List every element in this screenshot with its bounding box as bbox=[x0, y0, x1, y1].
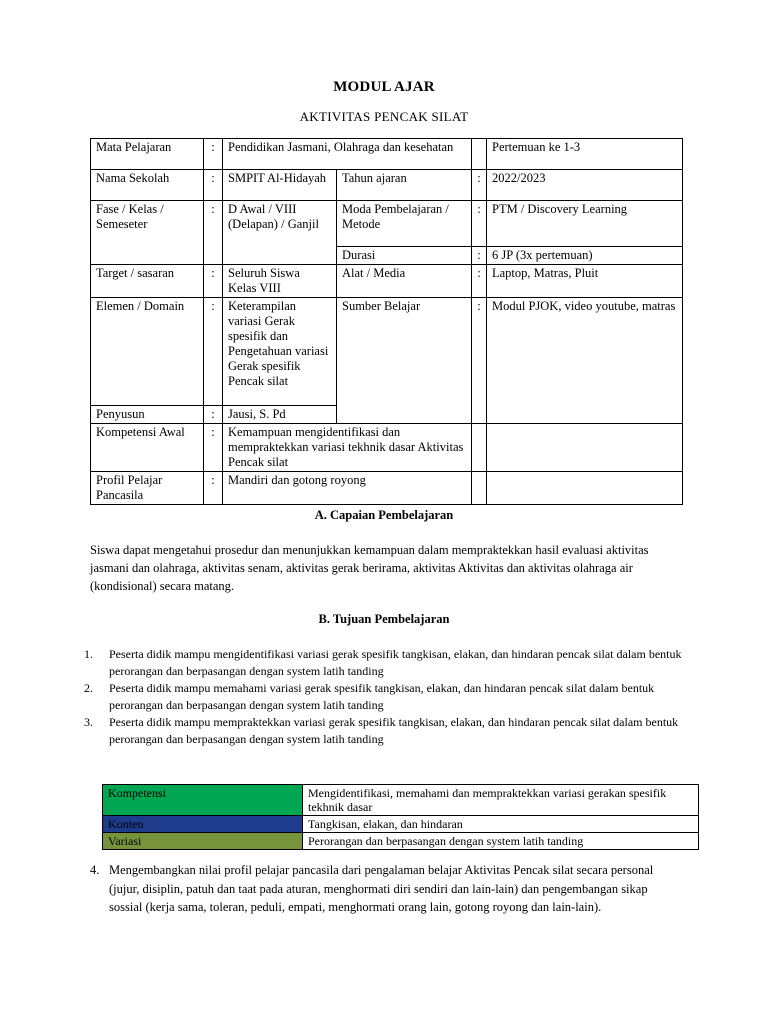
table-row bbox=[91, 139, 683, 170]
alat-label: Alat / Media bbox=[337, 265, 472, 298]
table-row bbox=[91, 298, 683, 406]
goal-number: 2. bbox=[84, 681, 93, 695]
kompetensi-label: Kompetensi bbox=[103, 785, 303, 816]
nama-sekolah-value: SMPIT Al-Hidayah bbox=[223, 170, 337, 201]
alat-value: Laptop, Matras, Pluit bbox=[487, 265, 683, 298]
colon: : bbox=[204, 424, 223, 472]
table-row bbox=[103, 785, 699, 816]
colon: : bbox=[204, 406, 223, 424]
section-a-text: Siswa dapat mengetahui prosedur dan menunjukkan kemampuan dalam mempraktekkan hasil evaluasi aktivitas jasmani dan olahraga, aktivitas senam, aktivitas gerak berirama, aktivitas Aktivitas dan aktivitas olahraga air (kondisional) secara matang. bbox=[90, 543, 649, 593]
colon: : bbox=[472, 298, 487, 424]
sumber-value: Modul PJOK, video youtube, matras bbox=[487, 298, 683, 424]
colon: : bbox=[472, 170, 487, 201]
colon: : bbox=[472, 201, 487, 247]
tahun-ajaran-value: 2022/2023 bbox=[487, 170, 683, 201]
table-row bbox=[103, 833, 699, 850]
target-label: Target / sasaran bbox=[91, 265, 204, 298]
colon: : bbox=[472, 265, 487, 298]
goals-list bbox=[84, 646, 704, 748]
table-row bbox=[91, 201, 683, 247]
table-row bbox=[91, 265, 683, 298]
mata-pelajaran-value: Pendidikan Jasmani, Olahraga dan kesehatan bbox=[223, 139, 472, 170]
elemen-value: Keterampilan variasi Gerak spesifik dan Pengetahuan variasi Gerak spesifik Pencak silat bbox=[223, 298, 337, 406]
fase-value: D Awal / VIII (Delapan) / Ganjil bbox=[223, 201, 337, 265]
info-table bbox=[90, 138, 683, 505]
list-item bbox=[84, 714, 704, 748]
point-4-text: Mengembangkan nilai profil pelajar pancasila dari pengalaman belajar Aktivitas Pencak silat secara personal (jujur, disiplin, patuh dan taat pada aturan, menghormati diri sendiri dan lain-lain) dan pengembangan sikap sossial (kerja sama, toleran, peduli, empati, menghormati orang lain, gotong royong dan lain-lain). bbox=[109, 863, 654, 914]
penyusun-label: Penyusun bbox=[91, 406, 204, 424]
colon: : bbox=[204, 139, 223, 170]
colon: : bbox=[204, 265, 223, 298]
colon: : bbox=[204, 170, 223, 201]
variasi-label: Variasi bbox=[103, 833, 303, 850]
pertemuan-value: Pertemuan ke 1-3 bbox=[487, 139, 683, 170]
page-title: MODUL AJAR bbox=[333, 79, 435, 95]
moda-label: Moda Pembelajaran / Metode bbox=[337, 201, 472, 247]
goal-number: 3. bbox=[84, 715, 93, 729]
sumber-label: Sumber Belajar bbox=[337, 298, 472, 424]
list-item bbox=[84, 680, 704, 714]
colon: : bbox=[204, 298, 223, 406]
profil-pelajar-value: Mandiri dan gotong royong bbox=[223, 472, 472, 505]
kompetensi-table bbox=[102, 784, 699, 850]
variasi-value: Perorangan dan berpasangan dengan system latih tanding bbox=[303, 833, 699, 850]
section-b-heading: B. Tujuan Pembelajaran bbox=[318, 612, 450, 626]
nama-sekolah-label: Nama Sekolah bbox=[91, 170, 204, 201]
goal-text: Peserta didik mampu memahami variasi gerak spesifik tangkisan, elakan, dan hindaran pencak silat dalam bentuk perorangan dan berpasangan dengan system latih tanding bbox=[109, 681, 655, 712]
table-row bbox=[91, 170, 683, 201]
penyusun-value: Jausi, S. Pd bbox=[223, 406, 337, 424]
point-4 bbox=[90, 861, 680, 917]
mata-pelajaran-label: Mata Pelajaran bbox=[91, 139, 204, 170]
kompetensi-awal-value: Kemampuan mengidentifikasi dan mempraktekkan variasi tekhnik dasar Aktivitas Pencak silat bbox=[223, 424, 472, 472]
section-a-heading: A. Capaian Pembelajaran bbox=[314, 508, 454, 522]
konten-label: Konten bbox=[103, 816, 303, 833]
fase-label: Fase / Kelas / Semeseter bbox=[91, 201, 204, 265]
kompetensi-awal-label: Kompetensi Awal bbox=[91, 424, 204, 472]
target-value: Seluruh Siswa Kelas VIII bbox=[223, 265, 337, 298]
konten-value: Tangkisan, elakan, dan hindaran bbox=[303, 816, 699, 833]
page-subtitle: AKTIVITAS PENCAK SILAT bbox=[299, 109, 469, 124]
kompetensi-value: Mengidentifikasi, memahami dan mempraktekkan variasi gerakan spesifik tekhnik dasar bbox=[303, 785, 699, 816]
goal-text: Peserta didik mampu mengidentifikasi variasi gerak spesifik tangkisan, elakan, dan hindaran pencak silat dalam bentuk perorangan dan berpasangan dengan system latih tanding bbox=[109, 647, 682, 678]
goal-number: 1. bbox=[84, 647, 93, 661]
table-row bbox=[91, 424, 683, 472]
colon: : bbox=[204, 472, 223, 505]
moda-value: PTM / Discovery Learning bbox=[487, 201, 683, 247]
profil-pelajar-label: Profil Pelajar Pancasila bbox=[91, 472, 204, 505]
elemen-label: Elemen / Domain bbox=[91, 298, 204, 406]
point-4-number: 4. bbox=[90, 863, 100, 877]
durasi-label: Durasi bbox=[337, 247, 472, 265]
tahun-ajaran-label: Tahun ajaran bbox=[337, 170, 472, 201]
table-row bbox=[103, 816, 699, 833]
colon: : bbox=[204, 201, 223, 265]
list-item bbox=[84, 646, 704, 680]
durasi-value: 6 JP (3x pertemuan) bbox=[487, 247, 683, 265]
colon: : bbox=[472, 247, 487, 265]
table-row bbox=[91, 472, 683, 505]
goal-text: Peserta didik mampu mempraktekkan variasi gerak spesifik tangkisan, elakan, dan hindaran pencak silat dalam bentuk perorangan dan berpasangan dengan system latih tanding bbox=[109, 715, 679, 746]
